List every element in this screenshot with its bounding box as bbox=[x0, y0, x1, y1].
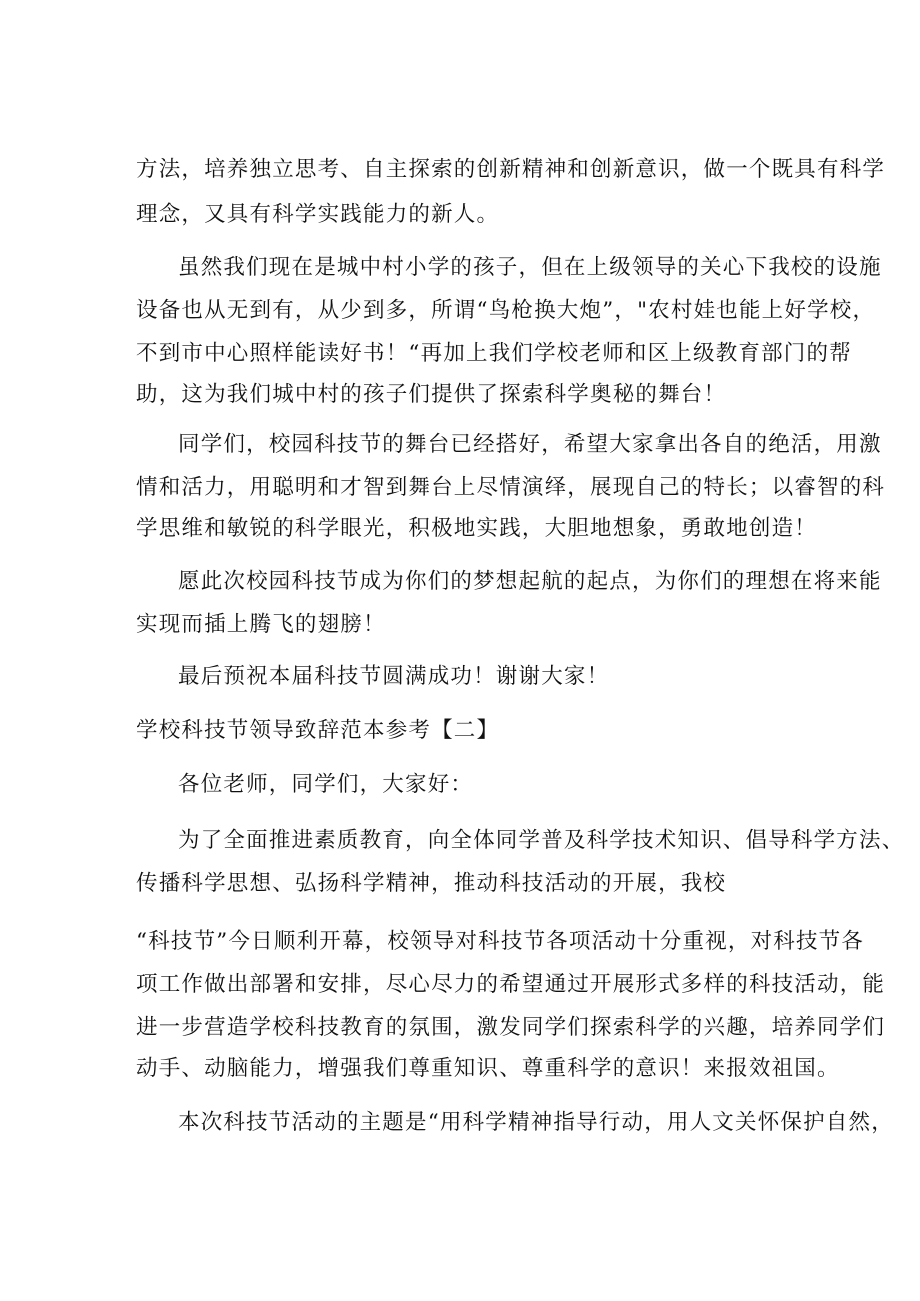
paragraph-line: 不到市中心照样能读好书！“再加上我们学校老师和区上级教育部门的帮 bbox=[136, 341, 852, 366]
paragraph-line: 方法，培养独立思考、自主探索的创新精神和创新意识，做一个既具有科学 bbox=[136, 157, 886, 182]
salutation: 各位老师，同学们，大家好： bbox=[178, 772, 474, 797]
paragraph-line: 虽然我们现在是城中村小学的孩子，但在上级领导的关心下我校的设施 bbox=[178, 255, 882, 280]
paragraph-line: 愿此次校园科技节成为你们的梦想起航的起点，为你们的理想在将来能 bbox=[178, 569, 882, 594]
section-heading: 学校科技节领导致辞范本参考【二】 bbox=[136, 718, 500, 743]
paragraph-line: 动手、动脑能力，增强我们尊重知识、尊重科学的意识！来报效祖国。 bbox=[136, 1056, 840, 1081]
paragraph-line: 进一步营造学校科技教育的氛围，激发同学们探索科学的兴趣，培养同学们 bbox=[136, 1015, 886, 1040]
paragraph-line: 项工作做出部署和安排，尽心尽力的希望通过开展形式多样的科技活动，能 bbox=[136, 972, 886, 997]
paragraph-line: 传播科学思想、弘扬科学精神，推动科技活动的开展，我校 bbox=[136, 871, 727, 896]
paragraph-line: 情和活力，用聪明和才智到舞台上尽情演绎，展现自己的特长；以睿智的科 bbox=[136, 475, 886, 500]
paragraph-line: 设备也从无到有，从少到多，所谓“鸟枪换大炮”，"农村娃也能上好学校， bbox=[136, 298, 876, 323]
paragraph-line: 同学们，校园科技节的舞台已经搭好，希望大家拿出各自的绝活，用激 bbox=[178, 432, 882, 457]
paragraph-line: 为了全面推进素质教育，向全体同学普及科学技术知识、倡导科学方法、 bbox=[178, 828, 905, 853]
paragraph-line: 实现而插上腾飞的翅膀！ bbox=[136, 612, 386, 637]
paragraph-line: 助，这为我们城中村的孩子们提供了探索科学奥秘的舞台！ bbox=[136, 382, 727, 407]
paragraph-line: 本次科技节活动的主题是“用科学精神指导行动，用人文关怀保护自然， bbox=[178, 1110, 894, 1135]
paragraph-line: 最后预祝本届科技节圆满成功！谢谢大家！ bbox=[178, 664, 610, 689]
paragraph-line: “科技节”今日顺利开幕，校领导对科技节各项活动十分重视，对科技节各 bbox=[136, 929, 865, 954]
paragraph-line: 学思维和敏锐的科学眼光，积极地实践，大胆地想象，勇敢地创造！ bbox=[136, 516, 818, 541]
paragraph-line: 理念，又具有科学实践能力的新人。 bbox=[136, 202, 500, 227]
